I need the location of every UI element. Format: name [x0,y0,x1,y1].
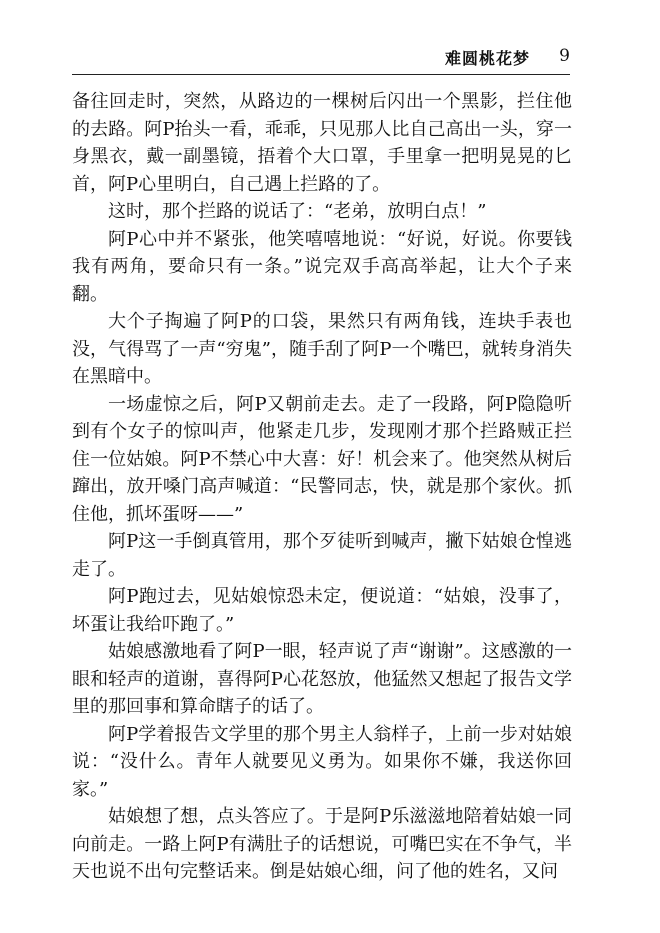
page-number: 9 [559,46,570,66]
paragraph: 这时，那个拦路的说话了：“老弟，放明白点！” [108,201,487,222]
paragraph: 姑娘感激地看了阿P一眼，轻声说了声“谢谢”。这感激的一眼和轻声的道谢，喜得阿P心花怒放，他猛然又想起了报告文学里的那回事和算命瞎子的话了。 [72,641,572,717]
paragraph: 大个子掏遍了阿P的口袋，果然只有两角钱，连块手表也没，气得骂了一声“穷鬼”，随手刮了阿P一个嘴巴，就转身消失在黑暗中。 [72,311,572,387]
paragraph: 姑娘想了想，点头答应了。于是阿P乐滋滋地陪着姑娘一同向前走。一路上阿P有满肚子的话想说，可嘴巴实在不争气，半天也说不出句完整话来。倒是姑娘心细，问了他的姓名，又问 [72,806,572,882]
book-title: 难圆桃花梦 [444,49,530,68]
paragraph: 阿P心中并不紧张，他笑嘻嘻地说：“好说，好说。你要钱我有两角，要命只有一条。”说完双手高高举起，让大个子来翻。 [72,228,572,305]
paragraph: 阿P跑过去，见姑娘惊恐未定，便说道：“姑娘，没事了，坏蛋让我给吓跑了。” [72,586,572,635]
body-text [72,88,572,886]
paragraph: 一场虚惊之后，阿P又朝前走去。走了一段路，阿P隐隐听到有个女子的惊叫声，他紧走几步，发现刚才那个拦路贼正拦住一位姑娘。阿P不禁心中大喜：好！机会来了。他突然从树后蹿出，放开嗓门高声喊道：“民警同志，快，就是那个家伙。抓住他，抓坏蛋呀——” [72,393,572,525]
paragraph: 阿P学着报告文学里的那个男主人翁样子，上前一步对姑娘说：“没什么。青年人就要见义勇为。如果你不嫌，我送你回家。” [72,723,572,800]
paragraph: 阿P这一手倒真管用，那个歹徒听到喊声，撇下姑娘仓惶逃走了。 [72,531,572,580]
running-header [72,42,570,75]
paragraph: 备往回走时，突然，从路边的一棵树后闪出一个黑影，拦住他的去路。阿P抬头一看，乖乖，只见那人比自己高出一头，穿一身黑衣，戴一副墨镜，捂着个大口罩，手里拿一把明晃晃的匕首，阿P心里明白，自己遇上拦路的了。 [72,91,572,195]
